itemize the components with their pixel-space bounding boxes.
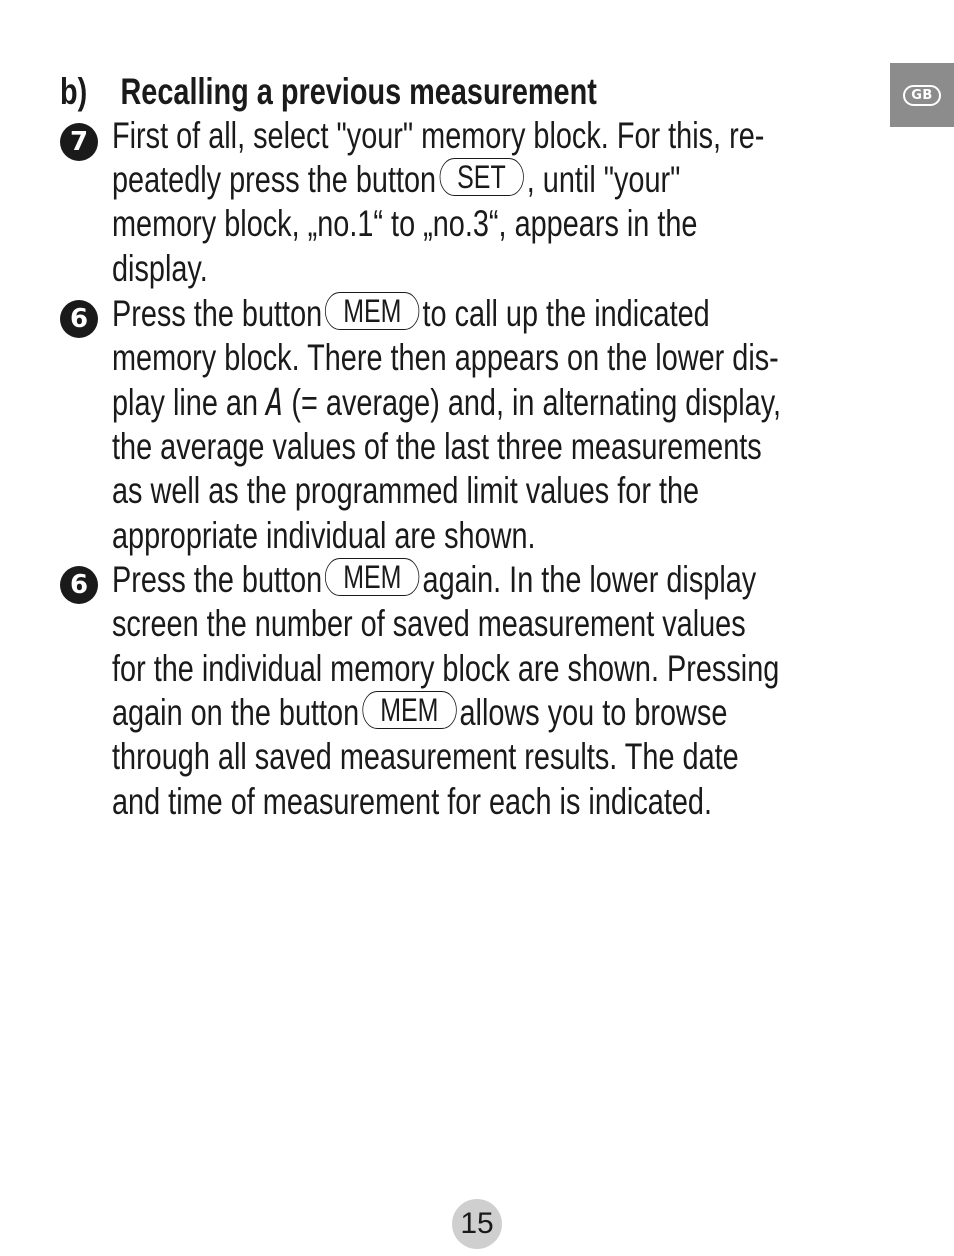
- step-text: display.: [112, 248, 208, 289]
- step-text: again on the button: [112, 692, 360, 733]
- step-line: [112, 202, 697, 246]
- step-line: [112, 780, 712, 824]
- step-line: [112, 381, 781, 425]
- step-line: [112, 292, 710, 336]
- step-text: play line an: [112, 382, 259, 423]
- step-text: memory block. There then appears on the lower dis-: [112, 337, 779, 378]
- section-heading: [60, 70, 597, 114]
- heading-marker: b): [60, 71, 88, 112]
- step-text: (= average) and, in alternating display,: [291, 382, 782, 423]
- step-line: [112, 336, 779, 380]
- set-button-symbol: SET: [439, 158, 523, 196]
- language-badge: GB: [903, 85, 941, 106]
- page-number: 15: [452, 1199, 502, 1249]
- step-text: Press the button: [112, 559, 323, 600]
- step-line: [112, 514, 536, 558]
- step-line: [112, 425, 762, 469]
- step-text: again. In the lower display: [422, 559, 757, 600]
- mem-button-symbol: MEM: [325, 292, 419, 330]
- step-number-badge: 6: [60, 300, 98, 338]
- step-text: and time of measurement for each is indicated.: [112, 781, 712, 822]
- step-text: allows you to browse: [459, 692, 728, 733]
- step-line: [112, 558, 756, 602]
- step-line: [112, 247, 208, 291]
- step-number-badge: 7: [60, 123, 98, 161]
- step-text: through all saved measurement results. The date: [112, 736, 739, 777]
- step-text: Press the button: [112, 293, 323, 334]
- step-line: [112, 469, 699, 513]
- heading-title: Recalling a previous measurement: [120, 71, 597, 112]
- step-number-badge: 6: [60, 566, 98, 604]
- step-line: [112, 691, 727, 735]
- step-line: [112, 647, 779, 691]
- step-text: appropriate individual are shown.: [112, 515, 536, 556]
- step-text: memory block, „no.1“ to „no.3“, appears in the: [112, 203, 698, 244]
- step-text: for the individual memory block are shown. Pressing: [112, 648, 780, 689]
- step-line: [112, 602, 746, 646]
- step-text: the average values of the last three measurements: [112, 426, 762, 467]
- step-text: First of all, select "your" memory block. For this, re-: [112, 115, 765, 156]
- step-line: [112, 158, 680, 202]
- step-line: [112, 735, 739, 779]
- step-text: peatedly press the button: [112, 159, 437, 200]
- step-line: [112, 114, 764, 158]
- language-tab: [890, 63, 954, 127]
- step-text: as well as the programmed limit values for the: [112, 470, 700, 511]
- step-text: , until "your": [526, 159, 681, 200]
- step-text: to call up the indicated: [422, 293, 710, 334]
- mem-button-symbol: MEM: [325, 558, 419, 596]
- mem-button-symbol: MEM: [362, 691, 456, 729]
- average-display-symbol: A: [266, 381, 284, 424]
- step-text: screen the number of saved measurement values: [112, 603, 746, 644]
